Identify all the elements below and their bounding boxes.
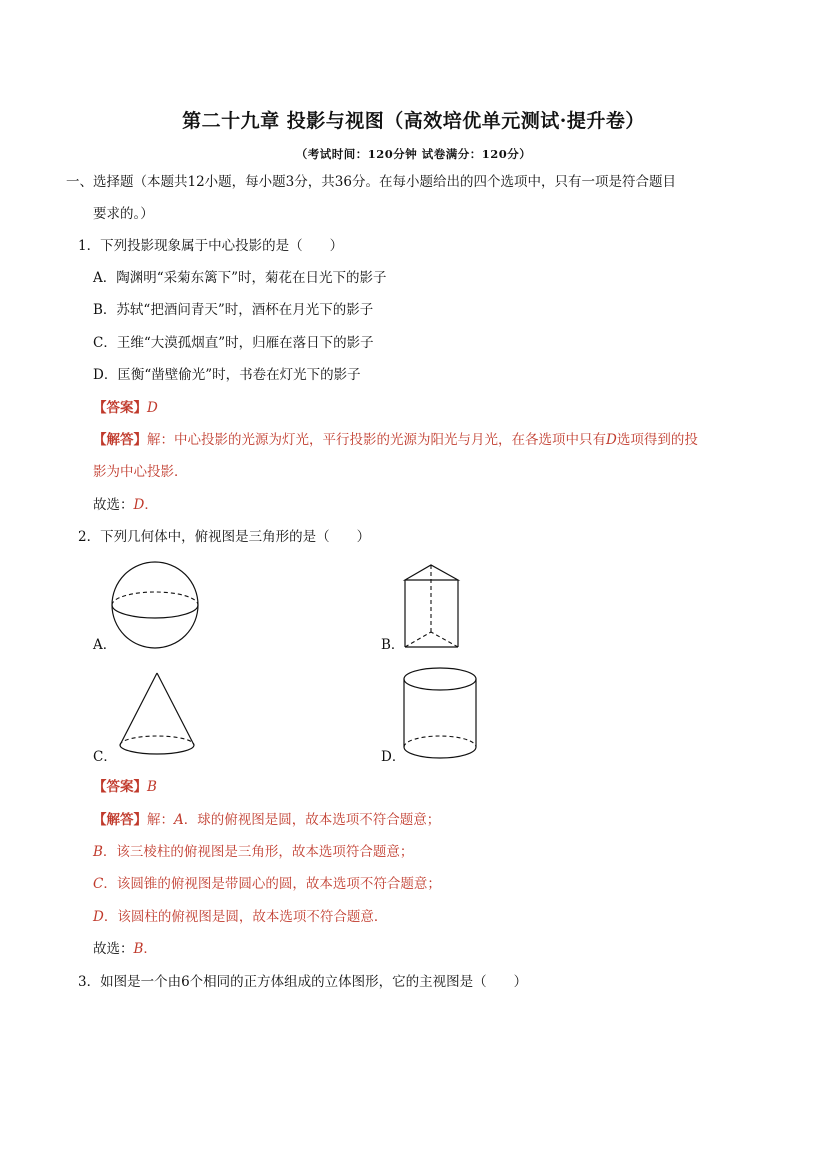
analysis-text: ．球的俯视图是圆，故本选项不符合题意； — [183, 812, 441, 828]
q1-option-b: B．苏轼“把酒问青天”时，酒杯在月光下的影子 — [93, 302, 374, 318]
analysis-prefix: 解： — [147, 812, 174, 828]
analysis-tag: 【解答】 — [93, 812, 147, 828]
section-header: 一、选择题（本题共12小题，每小题3分，共36分。在每小题给出的四个选项中，只有一项是符合题目 — [66, 174, 676, 190]
answer-tag: 【答案】 — [93, 400, 147, 416]
analysis-text-tail: 选项得到的投 — [616, 432, 698, 448]
choose-letter: B — [133, 941, 144, 957]
choose-suffix: ． — [144, 497, 158, 513]
question-2-stem: 2．下列几何体中，俯视图是三角形的是（ ） — [78, 529, 371, 545]
choose-suffix: ． — [143, 941, 157, 957]
analysis-text: ．该三棱柱的俯视图是三角形，故本选项符合题意； — [102, 844, 414, 860]
analysis-text: ．该圆锥的俯视图是带圆心的圆，故本选项不符合题意； — [103, 876, 441, 892]
q2-analysis-2 — [93, 843, 413, 861]
q2-analysis-4 — [93, 908, 387, 926]
choose-letter: D — [133, 497, 145, 513]
q2-label-a: A． — [93, 637, 117, 653]
answer-value: B — [147, 779, 157, 795]
analysis-letter: C — [93, 876, 104, 892]
q2-label-d: D． — [381, 749, 406, 765]
page-title: 第二十九章 投影与视图（高效培优单元测试·提升卷） — [182, 110, 645, 132]
q1-choose — [93, 496, 158, 514]
q2-analysis-3 — [93, 875, 441, 893]
choose-prefix: 故选： — [93, 941, 134, 957]
q2-label-b: B． — [381, 637, 405, 653]
analysis-text: ．该圆柱的俯视图是圆，故本选项不符合题意． — [103, 909, 388, 925]
q2-analysis-1 — [93, 811, 440, 829]
answer-tag: 【答案】 — [93, 779, 147, 795]
cone-figure — [117, 670, 207, 765]
q1-option-c: C．王维“大漠孤烟直”时，归雁在落日下的影子 — [93, 335, 374, 351]
q1-option-a: A．陶渊明“采菊东篱下”时，菊花在日光下的影子 — [93, 270, 387, 286]
sphere-figure — [110, 560, 220, 650]
q1-analysis — [93, 431, 698, 449]
analysis-text: 解：中心投影的光源为灯光，平行投影的光源为阳光与月光，在各选项中只有 — [147, 432, 606, 448]
triangular-prism-figure — [400, 560, 480, 655]
q2-choose — [93, 940, 157, 958]
question-3-stem: 3．如图是一个由6个相同的正方体组成的立体图形，它的主视图是（ ） — [78, 974, 528, 990]
exam-info: （考试时间：120分钟 试卷满分：120分） — [295, 147, 532, 161]
choose-prefix: 故选： — [93, 497, 134, 513]
analysis-tag: 【解答】 — [93, 432, 147, 448]
analysis-letter: B — [93, 844, 103, 860]
analysis-letter: A — [174, 812, 184, 828]
q2-label-c: C． — [93, 749, 117, 765]
q1-option-d: D．匡衡“凿壁偷光”时，书卷在灯光下的影子 — [93, 367, 361, 383]
q2-answer — [93, 778, 157, 796]
answer-value: D — [147, 400, 158, 416]
analysis-letter: D — [606, 432, 617, 448]
question-1-stem: 1．下列投影现象属于中心投影的是（ ） — [78, 238, 344, 254]
cylinder-figure — [402, 665, 482, 765]
q1-analysis-cont: 影为中心投影． — [93, 464, 188, 480]
q1-answer — [93, 399, 158, 417]
analysis-letter: D — [93, 909, 104, 925]
section-header-cont: 要求的。） — [93, 206, 154, 222]
